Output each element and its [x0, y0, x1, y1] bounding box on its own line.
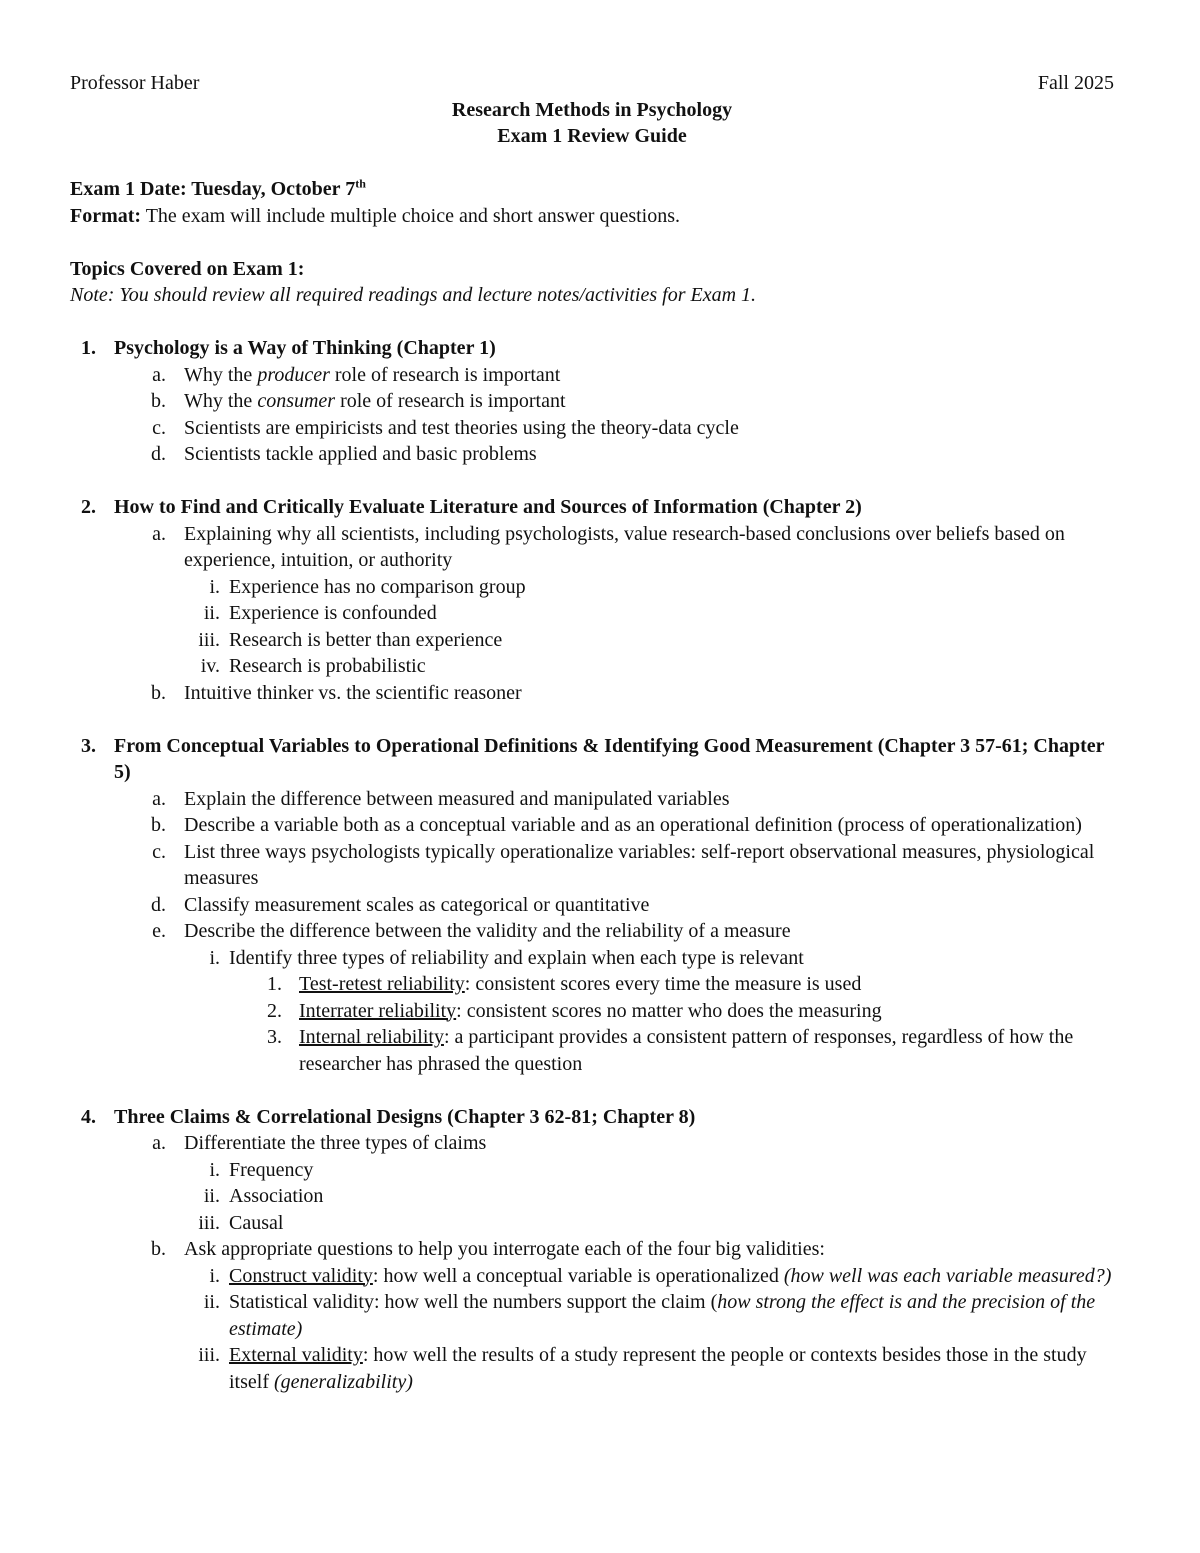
list-marker: 2. — [81, 496, 96, 518]
list-item — [70, 627, 1114, 654]
list-marker: d. — [151, 443, 166, 465]
list-item-text: Why the — [184, 390, 258, 412]
list-marker: b. — [151, 814, 166, 836]
exam-format — [70, 203, 1114, 230]
date-ordinal-suffix: th — [355, 176, 366, 191]
list-item-text: Research is better than experience — [229, 628, 503, 651]
list-item-text: Classify measurement scales as categorical or quantitative — [184, 893, 650, 916]
list-marker: c. — [152, 416, 166, 439]
list-item-text: Frequency — [229, 1158, 314, 1181]
format-text: The exam will include multiple choice and short answer questions. — [141, 204, 681, 227]
list-marker: b. — [151, 390, 166, 412]
list-item-text: Experience has no comparison group — [229, 575, 526, 598]
list-item-text: : consistent scores no matter who does the measuring — [456, 999, 882, 1022]
list-item — [70, 574, 1114, 601]
list-marker: i. — [209, 1264, 220, 1287]
list-marker: e. — [152, 920, 166, 942]
list-item — [70, 1342, 1114, 1395]
list-marker: i. — [209, 1158, 220, 1181]
topics-note: Note: You should review all required readings and lecture notes/activities for Exam 1. — [70, 284, 757, 306]
list-marker: b. — [151, 681, 166, 704]
list-marker: iii. — [198, 628, 220, 651]
list-item — [70, 1289, 1114, 1342]
list-item-text: consumer — [257, 390, 336, 412]
list-item-text: Research is probabilistic — [229, 655, 426, 677]
list-item-text: Scientists tackle applied and basic problems — [184, 443, 537, 465]
list-marker: ii. — [203, 1185, 220, 1207]
list-item — [70, 1210, 1114, 1237]
list-marker: c. — [152, 840, 166, 863]
list-item — [70, 1183, 1114, 1210]
list-item-text: Three Claims & Correlational Designs (Chapter 3 62-81; Chapter 8) — [114, 1105, 696, 1128]
list-item-text: : how well a conceptual variable is operationalized — [372, 1264, 784, 1287]
list-marker: 4. — [81, 1105, 96, 1128]
list-item — [70, 998, 1114, 1025]
section-4-heading — [70, 1104, 1114, 1131]
list-item-text: Psychology is a Way of Thinking (Chapter 1) — [114, 337, 496, 359]
list-marker: i. — [209, 946, 220, 969]
list-item-text: Construct validity — [229, 1264, 373, 1287]
list-item — [70, 388, 1114, 415]
list-item-text: role of research is important — [329, 363, 561, 386]
page-header — [70, 70, 1114, 97]
list-item — [70, 786, 1114, 813]
list-item-text: : consistent scores every time the measure is used — [464, 973, 862, 995]
list-marker: iv. — [200, 655, 220, 677]
list-item-text: External validity — [229, 1344, 363, 1366]
list-item — [70, 680, 1114, 707]
list-item — [70, 653, 1114, 680]
list-item-text: Test-retest reliability — [299, 973, 465, 995]
list-item-text: Identify three types of reliability and explain when each type is relevant — [229, 946, 804, 969]
list-marker: a. — [152, 363, 166, 386]
list-item — [70, 521, 1114, 574]
list-marker: 2. — [267, 999, 282, 1022]
list-item-text: producer — [257, 363, 330, 386]
list-item — [70, 441, 1114, 468]
list-item-text: How to Find and Critically Evaluate Literature and Sources of Information (Chapter 2) — [114, 496, 862, 518]
list-marker: 1. — [81, 337, 96, 359]
term-label: Fall 2025 — [1037, 72, 1114, 94]
list-item-text: From Conceptual Variables to Operational Definitions & Identifying Good Measurement (Chapter 3 57-61; Chapter 5) — [114, 734, 1105, 783]
list-item — [70, 415, 1114, 442]
list-item — [70, 945, 1114, 972]
list-marker: 3. — [267, 1026, 282, 1048]
list-item-text: List three ways psychologists typically operationalize variables: self-report observational measures, physiological measures — [184, 840, 1095, 889]
list-item-text: Causal — [229, 1211, 284, 1234]
list-item-text: (how well was each variable measured?) — [783, 1264, 1112, 1287]
list-item-text: Ask appropriate questions to help you interrogate each of the four big validities: — [184, 1238, 825, 1260]
exam-date: Exam 1 Date: Tuesday, October 7th — [70, 176, 366, 200]
list-item-text: Explaining why all scientists, including psychologists, value research-based conclusions over beliefs based on experience, intuition, or authority — [184, 522, 1065, 571]
list-marker: d. — [151, 893, 166, 916]
list-marker: b. — [151, 1238, 166, 1260]
list-item — [70, 1130, 1114, 1157]
list-item-text: Why the — [184, 363, 258, 386]
list-item — [70, 362, 1114, 389]
list-item-text: role of research is important — [335, 390, 566, 412]
professor-name: Professor Haber — [70, 72, 200, 94]
section-2-heading — [70, 494, 1114, 521]
list-item-text: Intuitive thinker vs. the scientific reasoner — [184, 681, 522, 704]
section-1-heading — [70, 335, 1114, 362]
list-item — [70, 812, 1114, 839]
list-marker: ii. — [203, 602, 220, 624]
section-3-heading — [70, 733, 1114, 786]
list-item — [70, 1157, 1114, 1184]
document-title — [70, 97, 1114, 150]
list-marker: iii. — [198, 1344, 220, 1366]
list-item — [70, 1263, 1114, 1290]
list-item-text: Scientists are empiricists and test theories using the theory-data cycle — [184, 416, 739, 439]
guide-title: Exam 1 Review Guide — [497, 125, 687, 147]
list-marker: a. — [152, 787, 166, 810]
list-item-text: Differentiate the three types of claims — [184, 1132, 487, 1154]
list-marker: a. — [152, 1132, 166, 1154]
list-item-text: Statistical validity: how well the numbers support the claim ( — [229, 1291, 718, 1313]
list-item — [70, 1024, 1114, 1077]
list-item — [70, 971, 1114, 998]
list-item — [70, 1236, 1114, 1263]
course-title: Research Methods in Psychology — [451, 98, 733, 121]
topics-heading: Topics Covered on Exam 1: — [70, 257, 305, 280]
list-item-text: how strong the effect is and the precision of the estimate) — [229, 1291, 1096, 1340]
list-item-text: Interrater reliability — [299, 999, 457, 1022]
list-item-text: : a participant provides a consistent pattern of responses, regardless of how the researcher has phrased the question — [299, 1026, 1074, 1075]
format-label: Format: — [70, 204, 142, 227]
list-marker: a. — [152, 522, 166, 545]
list-item-text: Describe a variable both as a conceptual variable and as an operational definition (process of operationalization) — [184, 814, 1082, 836]
list-marker: ii. — [203, 1291, 220, 1313]
list-item — [70, 892, 1114, 919]
list-item-text: Experience is confounded — [229, 602, 437, 624]
list-item-text: (generalizability) — [274, 1370, 413, 1393]
list-item-text: Internal reliability — [299, 1026, 444, 1048]
list-marker: 3. — [81, 734, 96, 757]
list-item — [70, 918, 1114, 945]
list-marker: 1. — [267, 973, 282, 995]
list-marker: i. — [209, 575, 220, 598]
list-item-text: : how well the results of a study represent the people or contexts besides those in the study itself — [229, 1344, 1087, 1393]
list-item — [70, 600, 1114, 627]
list-item-text: Association — [229, 1185, 324, 1207]
list-item-text: Explain the difference between measured and manipulated variables — [184, 787, 730, 810]
list-item — [70, 839, 1114, 892]
list-marker: iii. — [198, 1211, 220, 1234]
list-item-text: Describe the difference between the validity and the reliability of a measure — [184, 920, 791, 942]
